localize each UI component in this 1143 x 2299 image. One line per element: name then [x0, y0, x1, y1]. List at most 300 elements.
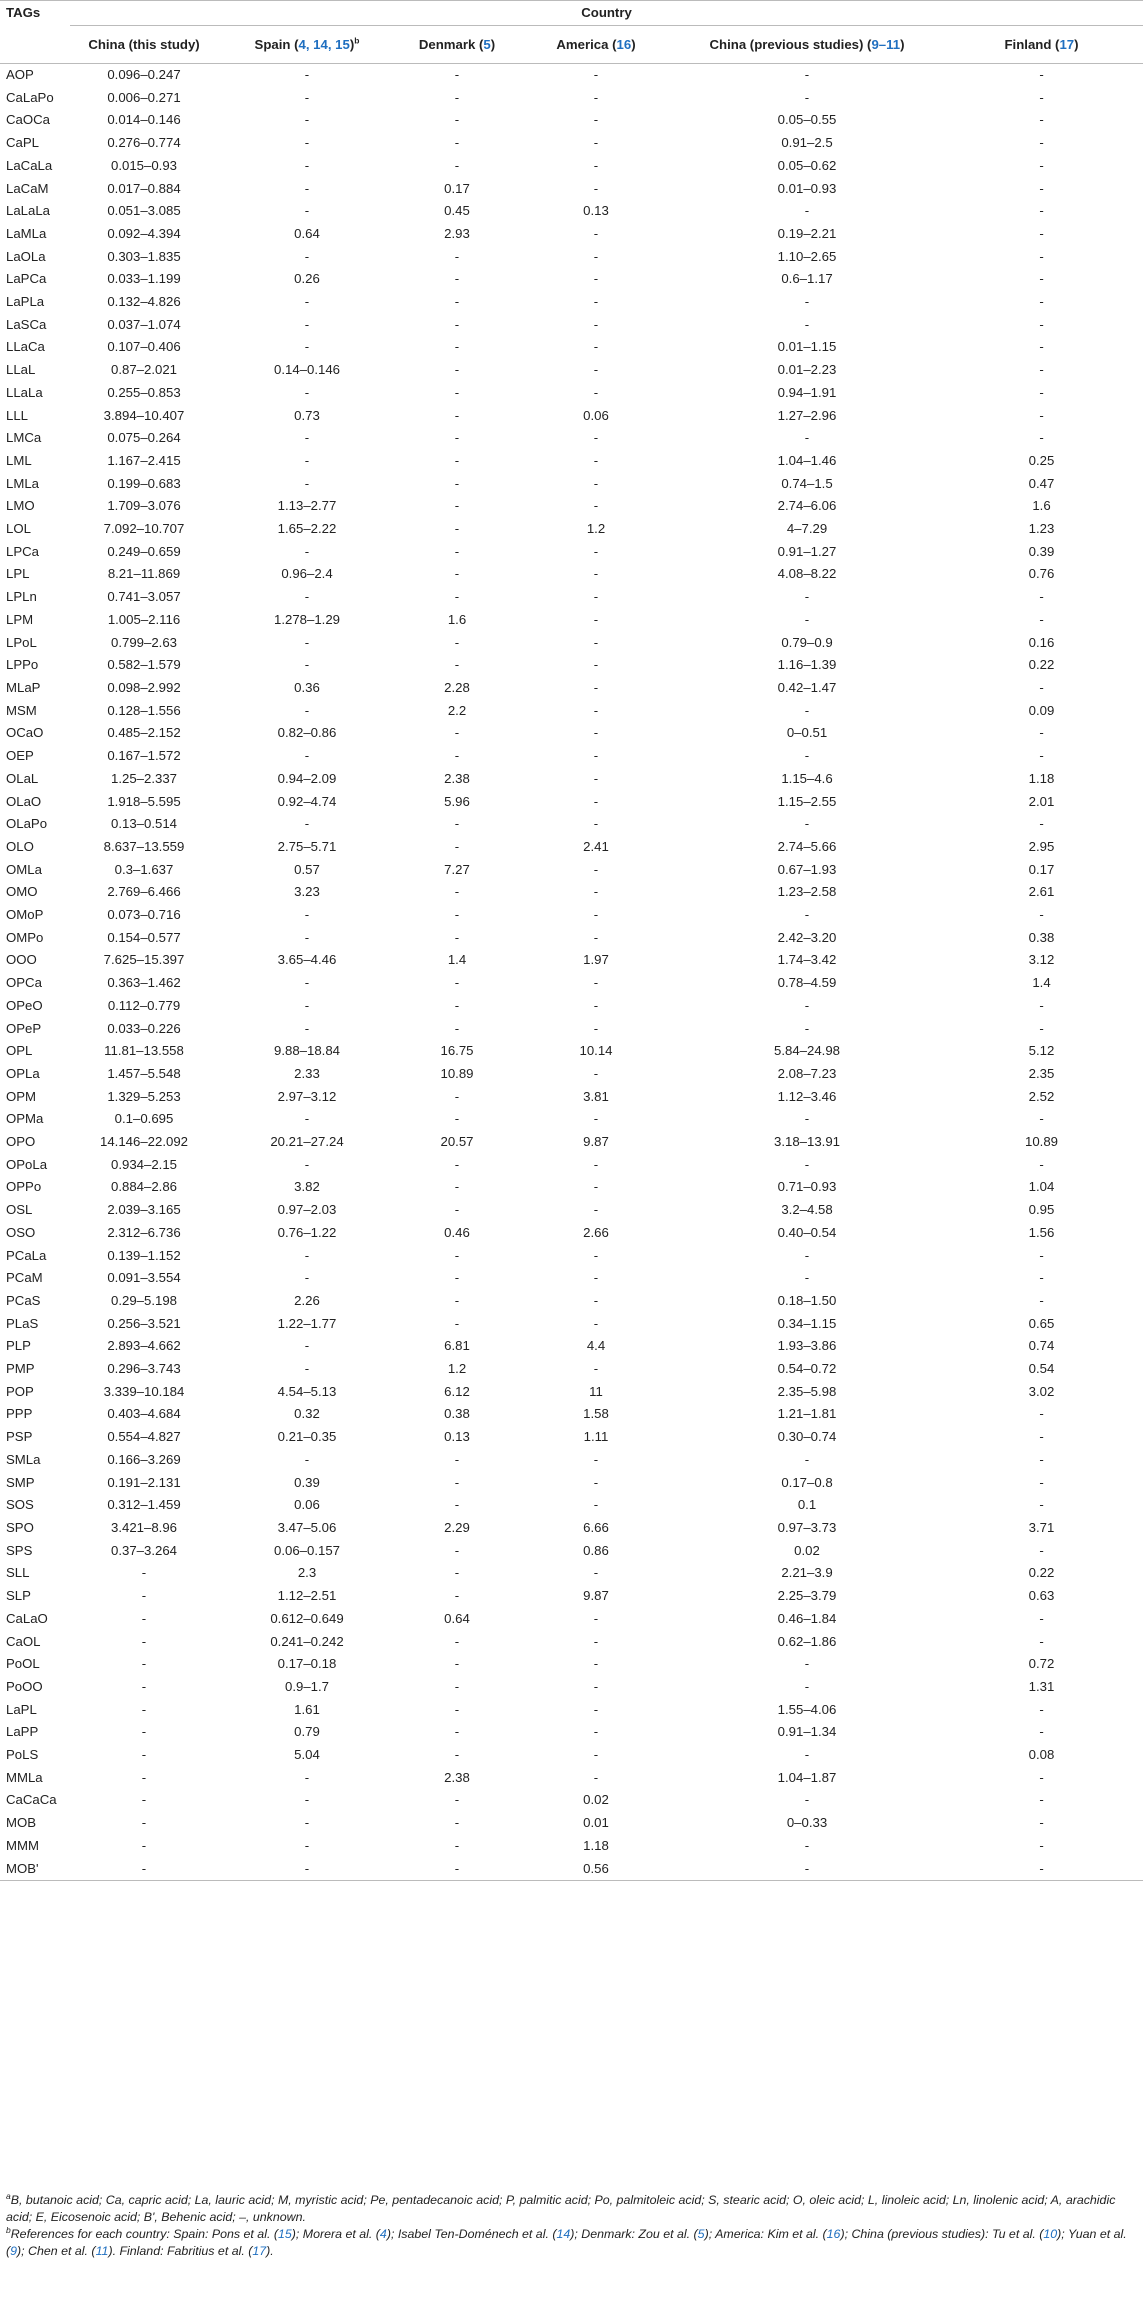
value-cell-america: - [593, 611, 599, 627]
value-cell-finland: - [1039, 589, 1044, 605]
value-cell-spain: 0.39 [294, 1474, 320, 1490]
table-row [0, 1494, 1143, 1517]
value-cell-finland: - [1039, 339, 1044, 355]
value-cell-spain: - [304, 339, 310, 355]
tag-name-cell: SPS [6, 1542, 33, 1558]
value-cell-spain: 0.79 [294, 1724, 320, 1740]
table-row [0, 1585, 1143, 1608]
value-cell-china-this-study: 8.21–11.869 [107, 566, 181, 582]
value-cell-china-this-study: 0.098–2.992 [107, 679, 181, 695]
tag-name-cell: POP [6, 1383, 34, 1399]
table-row [0, 995, 1143, 1018]
table-row [0, 1540, 1143, 1563]
tag-name-cell: OCaO [6, 725, 44, 741]
reference-link[interactable]: 17 [1059, 37, 1075, 52]
value-cell-finland: - [1039, 1406, 1044, 1422]
table-row [0, 382, 1143, 405]
value-cell-finland: - [1039, 1610, 1044, 1626]
footnote-b-text: ); China (previous studies): Tu et al. ( [840, 2227, 1044, 2241]
value-cell-china-this-study: 0.132–4.826 [107, 294, 181, 310]
table-row [0, 1517, 1143, 1540]
value-cell-denmark: - [454, 1792, 460, 1808]
value-cell-china-previous: 3.2–4.58 [781, 1202, 833, 1218]
tag-name-cell: LMLa [6, 475, 39, 491]
table-row [0, 1449, 1143, 1472]
value-cell-china-previous: 0.40–0.54 [777, 1224, 837, 1240]
reference-link[interactable]: 11 [95, 2244, 109, 2258]
value-cell-china-previous: - [804, 1111, 810, 1127]
tag-name-cell: PCaM [6, 1270, 43, 1286]
tag-name-cell: PoOL [6, 1656, 40, 1672]
tag-name-cell: LMO [6, 498, 35, 514]
footnote-b-text: References for each country: Spain: Pons et al. ( [10, 2227, 278, 2241]
value-cell-china-this-study: 0.249–0.659 [107, 543, 181, 559]
value-cell-finland: 0.54 [1028, 1361, 1055, 1377]
table-row [0, 1335, 1143, 1358]
column-header-label: Spain ( [254, 37, 299, 52]
tag-name-cell: OMPo [6, 929, 44, 945]
value-cell-spain: 0.21–0.35 [277, 1429, 337, 1445]
table-row [0, 1835, 1143, 1858]
value-cell-spain: 0.96–2.4 [281, 566, 333, 582]
value-cell-china-previous: - [804, 1451, 810, 1467]
value-cell-finland: - [1039, 1701, 1044, 1717]
value-cell-denmark: 0.17 [444, 180, 470, 196]
table-row [0, 1199, 1143, 1222]
value-cell-denmark: - [454, 748, 460, 764]
footnote-a-mark: a [6, 2190, 11, 2201]
value-cell-spain: - [304, 1020, 310, 1036]
value-cell-denmark: - [454, 1815, 460, 1831]
value-cell-america: - [593, 225, 599, 241]
value-cell-china-this-study: - [141, 1837, 147, 1853]
value-cell-china-previous: 0.01–0.93 [777, 180, 837, 196]
value-cell-denmark: - [454, 362, 460, 378]
table-row [0, 291, 1143, 314]
tag-name-cell: OPeO [6, 997, 43, 1013]
value-cell-spain: 0.73 [294, 407, 320, 423]
value-cell-china-this-study: 0.191–2.131 [107, 1474, 181, 1490]
value-cell-america: 1.2 [586, 521, 606, 537]
value-cell-china-this-study: 0.075–0.264 [107, 430, 181, 446]
value-cell-america: - [593, 997, 599, 1013]
value-cell-china-this-study: 0.091–3.554 [107, 1270, 181, 1286]
value-cell-america: - [593, 543, 599, 559]
value-cell-china-this-study: 1.167–2.415 [107, 452, 181, 468]
value-cell-finland: 0.72 [1028, 1656, 1055, 1672]
value-cell-spain: - [304, 135, 310, 151]
value-cell-denmark: - [454, 430, 460, 446]
value-cell-america: 1.11 [583, 1429, 609, 1445]
tags-column-spacer [0, 26, 70, 64]
tag-name-cell: OMO [6, 884, 38, 900]
value-cell-spain: 5.04 [294, 1747, 320, 1763]
value-cell-china-previous: 2.21–3.9 [781, 1565, 833, 1581]
value-cell-denmark: - [454, 248, 460, 264]
value-cell-denmark: - [454, 907, 460, 923]
value-cell-america: - [593, 861, 599, 877]
table-row [0, 1676, 1143, 1699]
value-cell-finland: 1.18 [1028, 770, 1055, 786]
tag-name-cell: LPPo [6, 657, 39, 673]
tag-name-cell: LaPLa [6, 294, 45, 310]
tag-name-cell: OPO [6, 1134, 36, 1150]
value-cell-china-previous: 0.91–1.27 [777, 543, 837, 559]
value-cell-china-previous: 0.6–1.17 [781, 271, 833, 287]
tag-name-cell: SPO [6, 1520, 34, 1535]
value-cell-china-previous: 0.74–1.5 [781, 475, 833, 491]
value-cell-denmark: - [454, 725, 460, 741]
value-cell-china-previous: - [804, 294, 810, 310]
footnote-a-text: B, butanoic acid; Ca, capric acid; La, lauric acid; M, myristic acid; Pe, pentadecanoic acid; P, palmitic acid; Po, palmitoleic acid; S, stearic acid; O, oleic acid; L, linoleic acid; Ln, linolenic acid; A, arachidic acid; E, Eicosenoic acid; B', Behenic acid; –, unknown. [6, 2193, 1116, 2224]
table-row [0, 972, 1143, 995]
value-cell-america: - [593, 1020, 599, 1036]
value-cell-spain: 1.12–2.51 [277, 1588, 337, 1604]
reference-link[interactable]: 4, 14, 15 [298, 37, 350, 52]
value-cell-america: - [593, 1065, 599, 1081]
value-cell-china-previous: 0.54–0.72 [777, 1361, 837, 1377]
table-row [0, 1403, 1143, 1426]
tag-name-cell: LaSCa [6, 316, 47, 332]
table-row [0, 87, 1143, 110]
value-cell-china-previous: 0.05–0.55 [777, 112, 837, 128]
header-row-columns [0, 26, 1143, 64]
value-cell-finland: 0.76 [1028, 566, 1055, 582]
value-cell-china-previous: 0.94–1.91 [777, 384, 837, 400]
value-cell-america: - [593, 1701, 599, 1717]
tag-name-cell: CaOL [6, 1633, 41, 1649]
table-row [0, 1131, 1143, 1154]
value-cell-china-this-study: 0.303–1.835 [107, 248, 181, 264]
value-cell-spain: 0.76–1.22 [277, 1224, 337, 1240]
value-cell-america: - [593, 362, 599, 378]
value-cell-denmark: - [454, 1451, 460, 1467]
value-cell-china-this-study: 2.893–4.662 [107, 1338, 181, 1354]
value-cell-spain: - [304, 248, 310, 264]
value-cell-spain: 2.3 [297, 1565, 317, 1581]
value-cell-finland: 1.31 [1028, 1678, 1055, 1694]
value-cell-denmark: - [454, 1565, 460, 1581]
table-body [0, 64, 1143, 1881]
tag-name-cell: LPCa [6, 543, 39, 559]
table-row [0, 336, 1143, 359]
column-header-tail: ) [631, 37, 636, 52]
value-cell-china-this-study: 0.799–2.63 [110, 634, 177, 650]
table-row [0, 1108, 1143, 1131]
value-cell-china-previous: - [804, 1156, 810, 1172]
column-header-label: America ( [556, 37, 617, 52]
tag-name-cell: SLL [6, 1565, 30, 1581]
column-header-tail: ) [349, 37, 355, 52]
value-cell-finland: - [1039, 816, 1044, 832]
value-cell-finland: - [1039, 248, 1044, 264]
value-cell-spain: - [304, 816, 310, 832]
value-cell-china-this-study: 0.363–1.462 [107, 975, 181, 991]
value-cell-china-previous: - [804, 67, 810, 82]
tag-name-cell: LaPL [6, 1701, 37, 1717]
value-cell-china-previous: 0.62–1.86 [777, 1633, 837, 1649]
tag-name-cell: PSP [6, 1429, 33, 1445]
value-cell-china-this-study: 1.005–2.116 [107, 611, 181, 627]
value-cell-finland: - [1039, 89, 1044, 105]
tag-name-cell: OPM [6, 1088, 37, 1104]
table-row [0, 450, 1143, 473]
reference-link[interactable]: 16 [616, 37, 632, 52]
value-cell-china-previous: 0.67–1.93 [777, 861, 837, 877]
value-cell-china-this-study: 0.256–3.521 [107, 1315, 181, 1331]
table-row [0, 518, 1143, 541]
table-footnotes [6, 2192, 1136, 2260]
value-cell-spain: - [304, 1361, 310, 1377]
value-cell-spain: 3.65–4.46 [277, 952, 337, 968]
reference-link[interactable]: 16 [826, 2227, 841, 2241]
reference-link[interactable]: 5 [697, 2227, 705, 2241]
tag-name-cell: OPPo [6, 1179, 42, 1195]
value-cell-spain: 4.54–5.13 [277, 1383, 337, 1399]
value-cell-spain: - [304, 589, 310, 605]
value-cell-spain: 0.612–0.649 [270, 1610, 344, 1626]
column-header-label: Denmark ( [418, 37, 484, 52]
value-cell-finland: - [1039, 112, 1044, 128]
value-cell-america: - [593, 157, 599, 173]
value-cell-america: - [593, 339, 599, 355]
value-cell-china-this-study: 11.81–13.558 [104, 1043, 184, 1059]
value-cell-china-this-study: - [141, 1747, 147, 1763]
table-row [0, 1562, 1143, 1585]
value-cell-china-previous: - [804, 1678, 810, 1694]
tag-name-cell: SMP [6, 1474, 35, 1490]
value-cell-china-previous: 2.25–3.79 [777, 1588, 837, 1604]
value-cell-denmark: - [454, 384, 460, 400]
value-cell-spain: - [304, 1111, 310, 1127]
table-row [0, 1608, 1143, 1631]
value-cell-spain: - [304, 430, 310, 446]
value-cell-china-this-study: 0.13–0.514 [110, 816, 177, 832]
value-cell-america: 1.18 [583, 1837, 609, 1853]
value-cell-china-this-study: - [141, 1724, 147, 1740]
value-cell-america: - [593, 384, 599, 400]
value-cell-spain: 1.22–1.77 [277, 1315, 337, 1331]
column-header-label: Finland ( [1004, 37, 1060, 52]
value-cell-finland: - [1039, 157, 1044, 173]
value-cell-spain: 9.88–18.84 [273, 1043, 340, 1059]
value-cell-denmark: - [454, 1315, 460, 1331]
reference-link[interactable]: 14 [556, 2227, 571, 2241]
value-cell-spain: - [304, 180, 310, 196]
reference-link[interactable]: 4 [379, 2227, 387, 2241]
value-cell-america: - [593, 1315, 599, 1331]
tag-name-cell: PoLS [6, 1747, 39, 1763]
tag-name-cell: LaPP [6, 1724, 39, 1740]
footnote-b-text: ); Yuan et al. ( [6, 2227, 1127, 2258]
reference-link[interactable]: 10 [1043, 2227, 1058, 2241]
value-cell-america: 11 [589, 1383, 603, 1399]
reference-link[interactable]: 9–11 [871, 37, 901, 52]
value-cell-finland: - [1039, 203, 1044, 219]
table-row [0, 1653, 1143, 1676]
table-row [0, 904, 1143, 927]
value-cell-spain: - [304, 1270, 310, 1286]
value-cell-denmark: 0.45 [444, 203, 470, 219]
value-cell-finland: 3.02 [1028, 1383, 1055, 1399]
tag-name-cell: OOO [6, 952, 37, 968]
reference-link[interactable]: 17 [252, 2244, 267, 2258]
value-cell-america: - [593, 589, 599, 605]
value-cell-china-previous: - [804, 589, 810, 605]
value-cell-finland: - [1039, 1769, 1044, 1785]
value-cell-china-this-study: 0.128–1.556 [107, 702, 181, 718]
value-cell-finland: - [1039, 1270, 1044, 1286]
value-cell-china-previous: - [804, 1020, 810, 1036]
value-cell-china-previous: 0.17–0.8 [781, 1474, 833, 1490]
value-cell-spain: - [304, 1338, 310, 1354]
value-cell-china-previous: 0.01–2.23 [777, 362, 837, 378]
value-cell-denmark: - [454, 339, 460, 355]
value-cell-denmark: - [454, 1678, 460, 1694]
value-cell-finland: 0.65 [1028, 1315, 1055, 1331]
value-cell-china-this-study: 0.037–1.074 [107, 316, 181, 332]
table-row [0, 246, 1143, 269]
value-cell-america: - [593, 135, 599, 151]
value-cell-china-previous: 1.04–1.87 [777, 1769, 837, 1785]
value-cell-finland: - [1039, 384, 1044, 400]
value-cell-spain: - [304, 657, 310, 673]
value-cell-america: - [593, 271, 599, 287]
value-cell-china-this-study: 2.312–6.736 [107, 1224, 181, 1240]
value-cell-spain: - [304, 975, 310, 991]
value-cell-spain: 0.241–0.242 [270, 1633, 344, 1649]
value-cell-finland: 1.4 [1032, 975, 1051, 991]
tag-name-cell: PLP [6, 1338, 31, 1354]
value-cell-china-previous: 0.79–0.9 [781, 634, 833, 650]
value-cell-spain: 3.47–5.06 [277, 1520, 337, 1535]
column-header-finland [940, 26, 1143, 64]
value-cell-china-previous: 2.74–5.66 [777, 838, 837, 854]
tag-name-cell: CaLaPo [6, 89, 54, 105]
table-row [0, 1063, 1143, 1086]
value-cell-america: - [593, 112, 599, 128]
value-cell-denmark: 7.27 [444, 861, 470, 877]
table-row [0, 1699, 1143, 1722]
tag-name-cell: CaPL [6, 135, 39, 151]
value-cell-china-previous: 1.16–1.39 [777, 657, 837, 673]
value-cell-china-this-study: - [141, 1633, 147, 1649]
value-cell-china-this-study: 1.457–5.548 [107, 1065, 181, 1081]
tag-name-cell: OLaO [6, 793, 42, 809]
table-row [0, 1858, 1143, 1881]
value-cell-spain: - [304, 89, 310, 105]
value-cell-america: 2.41 [583, 838, 609, 854]
table-row [0, 541, 1143, 564]
value-cell-finland: - [1039, 1815, 1044, 1831]
value-cell-denmark: - [396, 1858, 518, 1881]
tag-name-cell: OLO [6, 838, 34, 854]
reference-link[interactable]: 15 [277, 2227, 292, 2241]
value-cell-denmark: - [454, 271, 460, 287]
value-cell-denmark: 20.57 [440, 1134, 474, 1150]
reference-link[interactable]: 9 [10, 2244, 18, 2258]
tag-name-cell: OMLa [6, 861, 42, 877]
value-cell-finland: - [1039, 316, 1044, 332]
table-row [0, 927, 1143, 950]
value-cell-china-previous: 3.18–13.91 [773, 1134, 840, 1150]
value-cell-america: - [593, 1633, 599, 1649]
value-cell-america: - [593, 316, 599, 332]
footnote-b-text: ); Morera et al. ( [291, 2227, 380, 2241]
value-cell-america: 10.14 [579, 1043, 613, 1059]
value-cell-america: 9.87 [583, 1588, 609, 1604]
tag-name-cell: AOP [6, 67, 34, 82]
value-cell-china-previous: 4–7.29 [786, 521, 828, 537]
tag-name-cell: OPCa [6, 975, 42, 991]
tag-name-cell: OSO [6, 1224, 36, 1240]
value-cell-china-this-study: 0.1–0.695 [114, 1111, 174, 1127]
reference-link[interactable]: 5 [483, 37, 491, 52]
value-cell-china-previous: - [804, 1837, 810, 1853]
value-cell-china-this-study: 0.276–0.774 [107, 135, 181, 151]
footnote-b-text: ); Denmark: Zou et al. ( [570, 2227, 698, 2241]
value-cell-spain: - [304, 1247, 310, 1263]
value-cell-china-previous: 0.05–0.62 [777, 157, 837, 173]
tag-name-cell: CaCaCa [6, 1792, 57, 1808]
value-cell-finland: - [1039, 1020, 1044, 1036]
tag-name-cell: LaOLa [6, 248, 46, 264]
value-cell-china-this-study: - [141, 1792, 147, 1808]
value-cell-america: - [593, 975, 599, 991]
table-row [0, 64, 1143, 87]
column-header-denmark [396, 26, 518, 64]
footnote-a [6, 2192, 1136, 2226]
tag-name-cell: LLaL [6, 362, 36, 378]
table-row [0, 109, 1143, 132]
value-cell-china-previous: 4.08–8.22 [777, 566, 837, 582]
value-cell-america: - [593, 929, 599, 945]
value-cell-finland: - [1039, 1247, 1044, 1263]
value-cell-denmark: 0.13 [444, 1429, 470, 1445]
value-cell-china-previous: 0.42–1.47 [777, 679, 837, 695]
value-cell-china-previous: 0.01–1.15 [777, 339, 837, 355]
value-cell-america: 1.97 [583, 952, 609, 968]
value-cell-america: - [593, 430, 599, 446]
value-cell-america: - [593, 702, 599, 718]
value-cell-denmark: - [454, 498, 460, 514]
table-row [0, 563, 1143, 586]
table-row [0, 1426, 1143, 1449]
tag-name-cell: LaMLa [6, 225, 47, 241]
value-cell-china-this-study: 0.199–0.683 [107, 475, 181, 491]
value-cell-spain: - [304, 203, 310, 219]
value-cell-finland: 3.12 [1028, 952, 1055, 968]
value-cell-china-previous: 2.35–5.98 [777, 1383, 837, 1399]
tag-name-cell: SMLa [6, 1451, 41, 1467]
value-cell-finland: 0.08 [1028, 1747, 1055, 1763]
value-cell-finland: 10.89 [1025, 1134, 1059, 1150]
value-cell-china-this-study: 3.421–8.96 [110, 1520, 177, 1535]
value-cell-china-previous: 1.15–4.6 [781, 770, 833, 786]
tag-name-cell: OPeP [6, 1020, 42, 1036]
value-cell-spain: - [304, 475, 310, 491]
value-cell-china-previous: 0.71–0.93 [777, 1179, 837, 1195]
value-cell-denmark: - [454, 975, 460, 991]
tag-name-cell: LLaLa [6, 384, 43, 400]
value-cell-denmark: - [454, 157, 460, 173]
value-cell-america: - [593, 248, 599, 264]
value-cell-china-previous: 0.34–1.15 [777, 1315, 837, 1331]
value-cell-spain: - [304, 67, 310, 82]
value-cell-china-this-study: - [141, 1588, 147, 1604]
value-cell-china-previous: - [804, 1270, 810, 1286]
table-row [0, 1313, 1143, 1336]
